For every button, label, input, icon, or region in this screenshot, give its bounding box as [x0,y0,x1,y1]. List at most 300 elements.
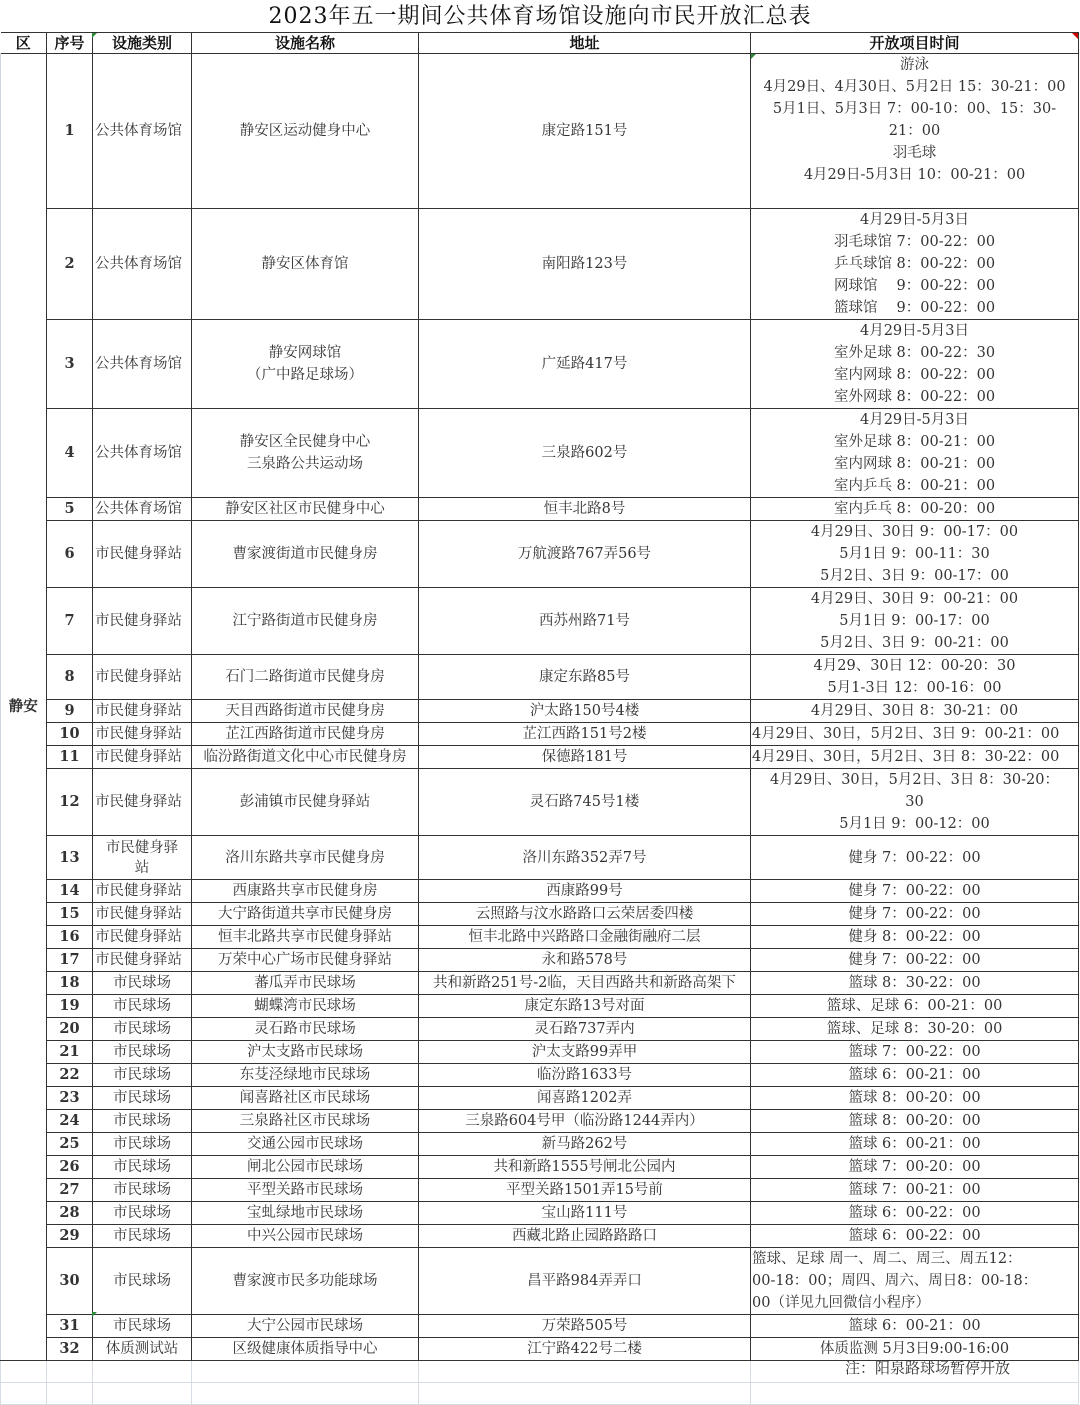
time-line: 健身 7：00-22：00 [848,883,981,899]
table-row [1,320,1079,409]
category-cell[interactable]: 市民健身驿站 [93,655,192,700]
time-cell[interactable] [751,700,1079,723]
category-cell[interactable]: 市民健身驿站 [93,903,192,926]
time-line: 室内网球 8：00-21：00 [833,456,996,472]
time-line: 篮球 7：00-21：00 [848,1182,981,1198]
name-cell[interactable] [192,1248,419,1315]
district-cell[interactable]: 静安 [1,54,47,1361]
seq-cell[interactable]: 22 [47,1064,93,1087]
table-row [1,769,1079,836]
table-row [1,972,1079,995]
time-cell[interactable] [751,995,1079,1018]
category-cell[interactable]: 市民健身驿站 [93,723,192,746]
name-line: 芷江西路街道市民健身房 [225,726,385,742]
address-cell[interactable]: 云照路与汶水路路口云荣居委四楼 [419,903,751,926]
time-cell[interactable] [751,1018,1079,1041]
empty-cell[interactable] [47,1361,93,1383]
name-cell[interactable] [192,836,419,880]
empty-cell[interactable] [192,1383,419,1405]
name-cell[interactable] [192,521,419,588]
seq-cell[interactable]: 12 [47,769,93,836]
name-line: 平型关路市民球场 [247,1182,363,1198]
name-cell[interactable] [192,498,419,521]
address-cell[interactable]: 共和新路1555号闸北公园内 [419,1156,751,1179]
empty-cell[interactable] [1,1361,47,1383]
table-row [1,723,1079,746]
time-line: 健身 7：00-22：00 [848,952,981,968]
time-cell[interactable] [751,972,1079,995]
category-cell[interactable]: 市民健身驿站 [93,926,192,949]
category-cell[interactable]: 市民球场 [93,1179,192,1202]
address-cell[interactable]: 恒丰北路8号 [419,498,751,521]
time-cell[interactable] [751,209,1079,320]
name-line: 静安网球馆 [268,345,342,361]
address-cell[interactable]: 西苏州路71号 [419,588,751,655]
address-cell[interactable]: 沪太支路99弄甲 [419,1041,751,1064]
empty-cell[interactable] [192,1361,419,1383]
time-cell[interactable] [751,320,1079,409]
time-line: 游泳 [900,57,929,73]
time-line: 4月29日-5月3日 [859,212,970,228]
time-line: 室内乒乓 8：00-21：00 [833,478,996,494]
category-cell[interactable]: 市民球场 [93,1064,192,1087]
name-line: 闻喜路社区市民球场 [239,1090,371,1106]
time-line: 篮球、足球 8：30-20：00 [826,1021,1003,1037]
seq-cell[interactable]: 18 [47,972,93,995]
time-cell[interactable] [751,1133,1079,1156]
category-cell[interactable]: 市民球场 [93,1315,192,1338]
time-line: 5月1-3日 12：00-16：00 [827,680,1002,696]
seq-cell[interactable]: 29 [47,1225,93,1248]
seq-cell[interactable]: 2 [47,209,93,320]
time-line: 5月2日、3日 9：00-21：00 [820,635,1009,651]
name-cell[interactable] [192,1041,419,1064]
address-cell[interactable]: 恒丰北路中兴路路口金融街融府二层 [419,926,751,949]
header-district[interactable]: 区 [1,33,47,54]
seq-cell[interactable]: 11 [47,746,93,769]
time-line: 5月1日 9：00-17：00 [839,613,990,629]
comment-marker [751,54,756,59]
time-cell[interactable] [751,903,1079,926]
time-line: 室内乒乓 8：00-20：00 [833,501,996,517]
name-cell[interactable] [192,209,419,320]
address-cell[interactable]: 芷江西路151号2楼 [419,723,751,746]
time-line: 篮球 6：00-21：00 [848,1318,981,1334]
time-cell[interactable] [751,1248,1079,1315]
seq-cell[interactable]: 20 [47,1018,93,1041]
seq-cell[interactable]: 28 [47,1202,93,1225]
table-row [1,926,1079,949]
name-line: 石门二路街道市民健身房 [225,669,385,685]
name-cell[interactable] [192,949,419,972]
address-cell[interactable]: 宝山路111号 [419,1202,751,1225]
name-line: 灵石路市民球场 [254,1021,356,1037]
name-cell[interactable] [192,1315,419,1338]
table-row [1,521,1079,588]
name-cell[interactable] [192,1110,419,1133]
time-line: 篮球馆 9：00-22：00 [833,300,996,316]
category-cell[interactable]: 市民球场 [93,1202,192,1225]
time-cell[interactable] [751,836,1079,880]
time-cell[interactable] [751,723,1079,746]
time-cell[interactable] [751,1225,1079,1248]
address-cell[interactable]: 万航渡路767弄56号 [419,521,751,588]
name-line: 静安区全民健身中心 [239,434,371,450]
time-cell[interactable] [751,655,1079,700]
time-line: 篮球 7：00-20：00 [848,1159,981,1175]
table-row [1,880,1079,903]
seq-cell[interactable]: 24 [47,1110,93,1133]
time-cell[interactable] [751,498,1079,521]
category-cell[interactable]: 公共体育场馆 [93,209,192,320]
category-cell[interactable]: 市民健身驿站 [93,521,192,588]
seq-cell[interactable]: 26 [47,1156,93,1179]
time-line: 21：00 [888,123,941,139]
name-line: （广中路足球场） [247,367,363,383]
time-line: 5月2日、3日 9：00-17：00 [820,568,1009,584]
name-line: 临汾路街道文化中心市民健身房 [203,749,407,765]
name-line: 洛川东路共享市民健身房 [225,849,385,866]
name-line: 三泉路公共运动场 [247,456,363,472]
comment-marker [92,33,97,38]
seq-cell[interactable]: 30 [47,1248,93,1315]
seq-cell[interactable]: 17 [47,949,93,972]
category-cell[interactable]: 市民球场 [93,972,192,995]
seq-cell[interactable]: 6 [47,521,93,588]
name-line: 东芟泾绿地市民球场 [239,1067,371,1083]
table-row [1,1315,1079,1338]
header-name[interactable]: 设施名称 [192,33,419,54]
seq-cell[interactable]: 25 [47,1133,93,1156]
name-line: 闸北公园市民球场 [247,1159,363,1175]
header-seq[interactable]: 序号 [47,33,93,54]
time-line: 篮球 8：00-20：00 [848,1113,981,1129]
name-line: 蝴蝶湾市民球场 [254,998,356,1014]
table-row [1,655,1079,700]
category-cell[interactable]: 市民健身驿站 [93,949,192,972]
name-cell[interactable] [192,409,419,498]
time-line: 4月29日、30日 9：00-21：00 [810,591,1019,607]
time-cell[interactable] [751,1179,1079,1202]
name-cell[interactable] [192,746,419,769]
category-cell[interactable]: 市民球场 [93,1041,192,1064]
time-cell[interactable] [751,1041,1079,1064]
category-cell[interactable]: 市民健身驿站 [93,836,192,880]
table-row [1,1225,1079,1248]
name-cell[interactable] [192,972,419,995]
name-cell[interactable] [192,1133,419,1156]
category-cell[interactable]: 公共体育场馆 [93,409,192,498]
time-line: 室内网球 8：00-22：00 [833,367,996,383]
seq-cell[interactable]: 1 [47,54,93,209]
table-row [1,836,1079,880]
address-cell[interactable]: 灵石路737弄内 [419,1018,751,1041]
table-row [1,498,1079,521]
seq-cell[interactable]: 14 [47,880,93,903]
table-row [1,1133,1079,1156]
time-line: 4月29日、30日，5月2日、3日 8：30-22：00 [752,749,1060,765]
category-cell[interactable]: 市民健身驿站 [93,769,192,836]
address-cell[interactable]: 共和新路251号-2临，天目西路共和新路高架下 [419,972,751,995]
name-line: 静安区体育馆 [261,256,349,272]
table-row [1,995,1079,1018]
table-row [1,588,1079,655]
time-cell[interactable] [751,1110,1079,1133]
time-line: 30 [905,794,924,810]
category-cell[interactable]: 市民球场 [93,1248,192,1315]
address-cell[interactable]: 万荣路505号 [419,1315,751,1338]
time-line: 4月29日、30日 8：30-21：00 [810,703,1019,719]
name-cell[interactable] [192,723,419,746]
name-cell[interactable] [192,995,419,1018]
name-line: 大宁公园市民球场 [247,1318,363,1334]
table-row [1,1202,1079,1225]
seq-cell[interactable]: 10 [47,723,93,746]
seq-cell[interactable]: 15 [47,903,93,926]
time-line: 00（详见九回微信小程序） [752,1295,930,1311]
table-row [1,949,1079,972]
address-cell[interactable]: 新马路262号 [419,1133,751,1156]
name-line: 恒丰北路共享市民健身驿站 [218,929,392,945]
time-line: 健身 8：00-22：00 [848,929,981,945]
address-cell[interactable]: 江宁路422号二楼 [419,1338,751,1361]
name-cell[interactable] [192,655,419,700]
seq-cell[interactable]: 4 [47,409,93,498]
seq-cell[interactable]: 21 [47,1041,93,1064]
time-cell[interactable] [751,409,1079,498]
time-line: 篮球 8：30-22：00 [848,975,981,991]
table-row [1,1110,1079,1133]
empty-cell[interactable] [47,1383,93,1405]
category-cell[interactable]: 市民球场 [93,1018,192,1041]
name-cell[interactable] [192,1087,419,1110]
category-cell[interactable]: 市民球场 [93,1087,192,1110]
time-line: 网球馆 9：00-22：00 [833,278,996,294]
table-header-row [1,33,1079,54]
address-cell[interactable]: 康定路151号 [419,54,751,209]
address-cell[interactable]: 三泉路602号 [419,409,751,498]
address-cell[interactable]: 西康路99号 [419,880,751,903]
time-cell[interactable] [751,926,1079,949]
seq-cell[interactable]: 23 [47,1087,93,1110]
time-line: 4月29日-5月3日 [859,323,970,339]
time-line: 羽毛球 [892,145,937,161]
time-cell[interactable] [751,1202,1079,1225]
category-cell[interactable]: 市民健身驿站 [93,588,192,655]
name-cell[interactable] [192,1338,419,1361]
comment-marker [92,1312,97,1317]
time-line: 篮球 8：00-20：00 [848,1090,981,1106]
category-cell[interactable]: 市民健身驿站 [93,700,192,723]
name-cell[interactable] [192,54,419,209]
address-cell[interactable]: 康定东路85号 [419,655,751,700]
name-cell[interactable] [192,588,419,655]
name-cell[interactable] [192,320,419,409]
time-cell[interactable] [751,746,1079,769]
time-line: 乒乓球馆 8：00-22：00 [833,256,996,272]
table-row [1,1156,1079,1179]
empty-cell[interactable] [751,1383,1079,1405]
name-line: 西康路共享市民健身房 [232,883,378,899]
time-line: 4月29日、30日 9：00-17：00 [810,524,1019,540]
name-cell[interactable] [192,903,419,926]
time-line: 5月1日 9：00-12：00 [839,816,990,832]
category-cell[interactable]: 市民健身驿站 [93,880,192,903]
table-row [1,700,1079,723]
empty-cell[interactable] [93,1383,192,1405]
time-cell[interactable] [751,949,1079,972]
seq-cell[interactable]: 8 [47,655,93,700]
table-row [1,1041,1079,1064]
seq-cell[interactable]: 27 [47,1179,93,1202]
seq-cell[interactable]: 5 [47,498,93,521]
seq-cell[interactable]: 31 [47,1315,93,1338]
name-cell[interactable] [192,1179,419,1202]
name-cell[interactable] [192,700,419,723]
name-line: 三泉路社区市民球场 [239,1113,371,1129]
seq-cell[interactable]: 32 [47,1338,93,1361]
name-line: 大宁路街道共享市民健身房 [218,906,392,922]
time-line: 羽毛球馆 7：00-22：00 [833,234,996,250]
address-cell[interactable]: 沪太路150号4楼 [419,700,751,723]
address-cell[interactable]: 保德路181号 [419,746,751,769]
time-cell[interactable] [751,880,1079,903]
empty-row [1,1383,1079,1405]
time-line: 室外网球 8：00-22：00 [833,389,996,405]
empty-cell[interactable] [419,1361,751,1383]
table-row [1,1248,1079,1315]
name-line: 江宁路街道市民健身房 [232,613,378,629]
name-cell[interactable] [192,880,419,903]
time-line: 5月1日、5月3日 7：00-10：00、15：30- [772,101,1057,117]
address-cell[interactable]: 昌平路984弄弄口 [419,1248,751,1315]
time-line: 篮球 6：00-21：00 [848,1067,981,1083]
seq-cell[interactable]: 9 [47,700,93,723]
category-cell[interactable]: 体质测试站 [93,1338,192,1361]
time-line: 4月29日、30日，5月2日、3日 9：00-21：00 [752,726,1060,742]
header-category[interactable]: 设施类别 [93,33,192,54]
address-cell[interactable]: 南阳路123号 [419,209,751,320]
category-cell[interactable]: 市民健身驿站 [93,746,192,769]
name-cell[interactable] [192,1156,419,1179]
time-line: 室外足球 8：00-22：30 [833,345,996,361]
category-cell[interactable]: 市民球场 [93,1225,192,1248]
table-row [1,1179,1079,1202]
address-cell[interactable]: 闻喜路1202弄 [419,1087,751,1110]
category-cell[interactable]: 公共体育场馆 [93,498,192,521]
time-line: 篮球 6：00-22：00 [848,1228,981,1244]
time-line: 00-18：00；周四、周六、周日8：00-18： [752,1273,1038,1289]
facility-table [0,32,1079,1405]
time-line: 4月29日-5月3日 [859,412,970,428]
name-cell[interactable] [192,1018,419,1041]
header-time[interactable]: 开放项目时间 [751,33,1079,54]
category-cell[interactable]: 市民球场 [93,1156,192,1179]
category-cell[interactable]: 公共体育场馆 [93,54,192,209]
page-title: 2023年五一期间公共体育场馆设施向市民开放汇总表 [268,4,812,29]
name-cell[interactable] [192,1202,419,1225]
name-line: 沪太支路市民球场 [247,1044,363,1060]
seq-cell[interactable]: 16 [47,926,93,949]
name-line: 天目西路街道市民健身房 [225,703,385,719]
address-cell[interactable]: 永和路578号 [419,949,751,972]
name-line: 万荣中心广场市民健身驿站 [218,952,392,968]
time-line: 健身 7：00-22：00 [848,849,981,866]
time-line: 篮球、足球 周一、周二、周三、周五12： [752,1251,1022,1267]
category-cell[interactable]: 市民球场 [93,1133,192,1156]
time-line: 健身 7：00-22：00 [848,906,981,922]
time-cell[interactable] [751,521,1079,588]
time-line: 篮球、足球 6：00-21：00 [826,998,1003,1014]
name-cell[interactable] [192,1225,419,1248]
empty-cell[interactable] [1,1383,47,1405]
table-row [1,746,1079,769]
address-cell[interactable]: 西藏北路止园路路路口 [419,1225,751,1248]
time-line: 篮球 7：00-22：00 [848,1044,981,1060]
name-line: 蕃瓜弄市民球场 [254,975,356,991]
name-line: 宝虬绿地市民球场 [247,1205,363,1221]
time-cell[interactable] [751,54,1079,209]
time-cell[interactable] [751,588,1079,655]
header-address[interactable]: 地址 [419,33,751,54]
seq-cell[interactable]: 19 [47,995,93,1018]
seq-cell[interactable]: 13 [47,836,93,880]
address-cell[interactable]: 洛川东路352弄7号 [419,836,751,880]
time-line: 篮球 6：00-21：00 [848,1136,981,1152]
time-line: 5月1日 9：00-11：30 [839,546,990,562]
address-cell[interactable]: 康定东路13号对面 [419,995,751,1018]
table-row [1,54,1079,209]
category-cell[interactable]: 市民球场 [93,1110,192,1133]
comment-marker [1072,33,1078,39]
time-line: 体质监测 5月3日9:00-16:00 [819,1341,1010,1357]
name-cell[interactable] [192,926,419,949]
empty-cell[interactable] [419,1383,751,1405]
time-line: 4月29日-5月3日 10：00-21：00 [803,167,1026,183]
seq-cell[interactable]: 3 [47,320,93,409]
address-cell[interactable]: 三泉路604号甲（临汾路1244弄内） [419,1110,751,1133]
time-line: 室外足球 8：00-21：00 [833,434,996,450]
category-cell[interactable]: 市民球场 [93,995,192,1018]
category-cell[interactable]: 公共体育场馆 [93,320,192,409]
empty-cell[interactable] [93,1361,192,1383]
table-row [1,209,1079,320]
table-row [1,1087,1079,1110]
table-row [1,1064,1079,1087]
seq-cell[interactable]: 7 [47,588,93,655]
time-cell[interactable] [751,1156,1079,1179]
time-cell[interactable] [751,769,1079,836]
time-cell[interactable] [751,1315,1079,1338]
time-line: 4月29、30日 12：00-20：30 [813,658,1016,674]
time-line: 篮球 6：00-22：00 [848,1205,981,1221]
name-line: 静安区社区市民健身中心 [225,501,385,517]
name-line: 曹家渡街道市民健身房 [232,546,378,562]
address-cell[interactable]: 临汾路1633号 [419,1064,751,1087]
name-line: 彭浦镇市民健身驿站 [239,794,371,810]
address-cell[interactable]: 灵石路745号1楼 [419,769,751,836]
time-cell[interactable] [751,1064,1079,1087]
name-line: 静安区运动健身中心 [239,123,371,139]
name-line: 交通公园市民球场 [247,1136,363,1152]
name-cell[interactable] [192,1064,419,1087]
address-cell[interactable]: 广延路417号 [419,320,751,409]
address-cell[interactable]: 平型关路1501弄15号前 [419,1179,751,1202]
table-row [1,409,1079,498]
name-line: 区级健康体质指导中心 [232,1341,378,1357]
time-cell[interactable] [751,1087,1079,1110]
name-cell[interactable] [192,769,419,836]
